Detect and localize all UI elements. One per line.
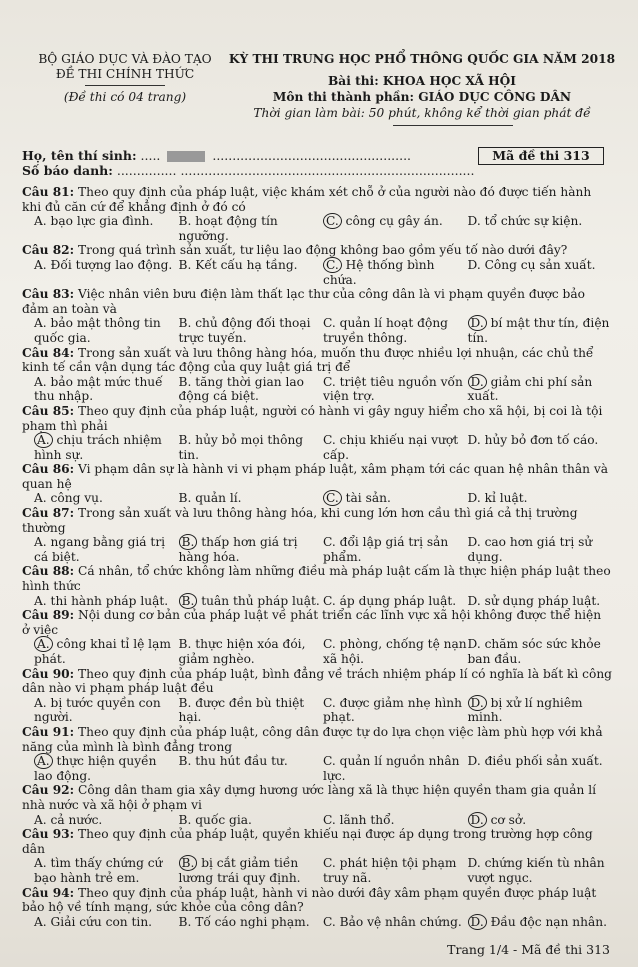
answer-option: [179, 915, 324, 930]
question-number: Câu 81:: [22, 185, 75, 199]
option-letter: D.: [467, 593, 481, 608]
question-text: Vi phạm dân sự là hành vi vi phạm pháp luật, xâm phạm tới các quan hệ nhân thân và quan hệ: [22, 462, 609, 491]
question-stem: [22, 667, 612, 696]
answer-option: [34, 594, 179, 609]
question-text: Theo quy định của pháp luật, bình đẳng về trách nhiệm pháp lí có nghĩa là bất kì công dân nào vi phạm pháp luật đều: [22, 666, 612, 696]
question: [22, 886, 612, 930]
option-row: [22, 433, 612, 462]
option-letter: B.: [178, 914, 192, 929]
option-letter: B.: [178, 374, 192, 389]
question-stem: [22, 404, 612, 433]
option-letter: B.: [178, 214, 192, 229]
answer-option: [468, 258, 613, 287]
question: [22, 564, 612, 608]
option-text: chịu khiếu nại vượt cấp.: [323, 433, 459, 462]
option-text: phòng, chống tệ nạn xã hội.: [323, 637, 467, 666]
option-text: thực hiện xóa đói, giảm nghèo.: [178, 637, 306, 666]
option-text: Hệ thống bình chứa.: [323, 257, 435, 287]
answer-option: [34, 535, 179, 564]
exam-code-box: Mã đề thi 313: [478, 147, 604, 165]
answer-option: [34, 491, 179, 506]
answer-option: [468, 316, 613, 345]
option-text: tuân thủ pháp luật.: [197, 593, 320, 608]
question-stem: [22, 506, 612, 535]
option-letter: C.: [323, 812, 336, 827]
option-text: công cụ gây án.: [341, 214, 443, 229]
option-letter: C.: [323, 914, 336, 929]
option-text: cơ sở.: [486, 812, 527, 827]
answer-option: [179, 375, 324, 404]
answer-option: [468, 535, 613, 564]
question-stem: [22, 462, 612, 491]
option-letter: A.: [34, 593, 47, 608]
option-text: chủ động đối thoại trực tuyến.: [178, 316, 311, 345]
answer-option: [323, 754, 468, 783]
option-letter: B.: [178, 695, 192, 710]
answer-option: [468, 696, 613, 725]
option-letter: D.: [467, 491, 481, 506]
option-letter: C.: [323, 535, 336, 550]
question-text: Theo quy định của pháp luật, việc khám xét chỗ ở của người nào đó được tiến hành khi đủ căn cứ để khẳng định ở đó có: [22, 185, 592, 214]
answer-option: [468, 813, 613, 828]
question-number: Câu 89:: [22, 608, 75, 623]
question-text: Cá nhân, tổ chức không làm những điều mà pháp luật cấm là thực hiện pháp luật theo hình thức: [22, 564, 611, 594]
option-letter: B.: [178, 637, 192, 652]
answer-option: [34, 214, 179, 243]
option-text: thi hành pháp luật.: [46, 593, 169, 608]
option-text: điều phối sản xuất.: [480, 754, 603, 769]
question-number: Câu 91:: [22, 724, 75, 739]
option-row: [22, 696, 612, 725]
option-row: [22, 535, 612, 564]
option-text: hoạt động tín ngưỡng.: [178, 214, 278, 243]
answer-option: [179, 316, 324, 345]
answer-option: [468, 433, 613, 462]
answer-option: [34, 258, 179, 287]
question: [22, 287, 612, 345]
question-text: Theo quy định của pháp luật, quyền khiếu nại được áp dụng trong trường hợp công dân: [22, 827, 593, 856]
questions: [22, 185, 612, 929]
option-text: bí mật thư tín, điện tín.: [467, 316, 610, 345]
option-letter: B.: [179, 593, 198, 609]
option-text: tổ chức sự kiện.: [480, 214, 583, 229]
exam-title: KỲ THI TRUNG HỌC PHỔ THÔNG QUỐC GIA NĂM 2018: [228, 52, 616, 66]
answer-option: [323, 491, 468, 506]
option-text: bảo mật mức thuế thu nhập.: [34, 374, 163, 404]
option-row: [22, 316, 612, 345]
option-letter: D.: [467, 433, 481, 448]
answer-option: [468, 594, 613, 609]
question: [22, 608, 612, 666]
option-letter: A.: [34, 374, 47, 389]
question-stem: [22, 886, 612, 915]
question-number: Câu 92:: [22, 783, 75, 798]
option-letter: D.: [468, 374, 487, 390]
divider: [85, 85, 165, 86]
option-text: Đối tượng lao động.: [46, 257, 173, 272]
answer-option: [179, 258, 324, 287]
answer-option: [468, 754, 613, 783]
option-text: tài sản.: [341, 491, 391, 506]
question: [22, 667, 612, 725]
answer-option: [323, 856, 468, 885]
answer-option: [34, 316, 179, 345]
option-letter: A.: [34, 491, 47, 506]
question-text: Công dân tham gia xây dựng hương ước làng xã là thực hiện quyền tham gia quản lí nhà nước và xã hội ở phạm vi: [22, 783, 597, 812]
option-letter: D.: [467, 535, 481, 550]
option-text: công vụ.: [46, 491, 103, 506]
question: [22, 243, 612, 287]
option-letter: D.: [468, 695, 487, 711]
option-text: phát hiện tội phạm truy nã.: [323, 856, 457, 885]
option-text: triệt tiêu nguồn vốn viện trợ.: [323, 374, 463, 404]
option-letter: D.: [467, 257, 481, 272]
answer-option: [468, 375, 613, 404]
question-stem: [22, 287, 612, 316]
answer-option: [34, 915, 179, 930]
option-text: giảm chi phí sản xuất.: [467, 374, 593, 404]
option-letter: A.: [34, 812, 47, 827]
option-text: được giảm nhẹ hình phạt.: [323, 695, 462, 725]
option-letter: A.: [34, 432, 53, 448]
option-letter: A.: [34, 856, 47, 871]
option-text: thực hiện quyền lao động.: [34, 754, 157, 783]
option-row: [22, 856, 612, 885]
option-text: quản lí.: [191, 491, 242, 506]
option-text: Bảo vệ nhân chứng.: [335, 914, 462, 929]
option-letter: B.: [178, 257, 192, 272]
option-text: chăm sóc sức khỏe ban đầu.: [467, 637, 601, 666]
answer-option: [323, 258, 468, 287]
answer-option: [468, 214, 613, 243]
official-label: ĐỀ THI CHÍNH THỨC: [55, 67, 195, 81]
option-letter: A.: [34, 695, 47, 710]
question: [22, 462, 612, 506]
option-text: ngang bằng giá trị cá biệt.: [34, 535, 166, 564]
option-text: Giải cứu con tin.: [46, 914, 153, 929]
answer-option: [468, 491, 613, 506]
option-text: Tố cáo nghi phạm.: [191, 914, 310, 929]
option-letter: D.: [468, 812, 487, 828]
option-text: bảo mật thông tin quốc gia.: [34, 316, 161, 345]
question: [22, 404, 612, 462]
option-letter: A.: [34, 214, 47, 229]
option-letter: D.: [468, 315, 487, 331]
option-letter: D.: [468, 914, 487, 930]
option-text: cao hơn giá trị sử dụng.: [467, 535, 593, 564]
option-row: [22, 637, 612, 666]
option-row: [22, 258, 612, 287]
option-letter: C.: [323, 637, 336, 652]
answer-option: [323, 594, 468, 609]
answer-option: [468, 637, 613, 666]
option-letter: B.: [179, 534, 198, 550]
question-number: Câu 90:: [22, 666, 75, 681]
option-letter: D.: [467, 754, 481, 769]
subject: Bài thi: KHOA HỌC XÃ HỘI: [328, 74, 516, 88]
ministry-name: BỘ GIÁO DỤC VÀ ĐÀO TẠO: [38, 52, 212, 66]
question-number: Câu 93:: [22, 827, 75, 842]
answer-option: [179, 856, 324, 885]
answer-option: [34, 375, 179, 404]
question-number: Câu 87:: [22, 506, 75, 521]
option-letter: C.: [323, 374, 336, 389]
question-stem: [22, 346, 612, 375]
question-text: Trong quá trình sản xuất, tư liệu lao động không bao gồm yếu tố nào dưới đây?: [74, 243, 568, 258]
option-text: quản lí nguồn nhân lực.: [323, 754, 460, 783]
answer-option: [34, 637, 179, 666]
question: [22, 346, 612, 404]
option-text: kỉ luật.: [480, 491, 528, 506]
option-text: bị tước quyền con người.: [34, 695, 161, 725]
answer-option: [179, 433, 324, 462]
option-text: thấp hơn giá trị hàng hóa.: [178, 535, 298, 564]
option-letter: D.: [467, 637, 481, 652]
option-letter: B.: [178, 754, 192, 769]
answer-option: [179, 535, 324, 564]
option-row: [22, 375, 612, 404]
option-text: quốc gia.: [191, 812, 252, 827]
option-text: bị cắt giảm tiền lương trái quy định.: [178, 856, 301, 885]
question-text: Việc nhân viên bưu điện làm thất lạc thư của công dân là vi phạm quyền được bảo đảm an toàn và: [22, 287, 585, 316]
answer-option: [179, 491, 324, 506]
option-text: quản lí hoạt động truyền thông.: [323, 316, 448, 345]
answer-option: [179, 754, 324, 783]
option-letter: C.: [323, 257, 342, 273]
question-text: Trong sản xuất và lưu thông hàng hóa, khi cung lớn hơn cầu thì giá cả thị trường thường: [22, 506, 578, 535]
question-stem: [22, 608, 612, 637]
option-text: Kết cấu hạ tầng.: [191, 257, 298, 272]
option-letter: D.: [467, 856, 481, 871]
option-row: [22, 594, 612, 609]
option-text: hủy bỏ mọi thông tin.: [178, 433, 304, 462]
option-letter: A.: [34, 636, 53, 652]
answer-option: [179, 637, 324, 666]
question-stem: [22, 827, 612, 856]
page-footer: Trang 1/4 - Mã đề thi 313: [447, 942, 610, 957]
option-letter: A.: [34, 316, 47, 331]
answer-option: [179, 214, 324, 243]
question: [22, 185, 612, 243]
component: Môn thi thành phần: GIÁO DỤC CÔNG DÂN: [272, 90, 572, 104]
option-row: [22, 813, 612, 828]
option-row: [22, 491, 612, 506]
time-limit: Thời gian làm bài: 50 phút, không kể thời gian phát đề: [253, 106, 591, 120]
question-number: Câu 88:: [22, 564, 75, 579]
option-letter: B.: [179, 855, 198, 871]
answer-option: [34, 813, 179, 828]
page-count: (Đề thi có 04 trang): [63, 90, 187, 104]
answer-option: [323, 696, 468, 725]
option-row: [22, 754, 612, 783]
answer-option: [34, 754, 179, 783]
option-text: Công cụ sản xuất.: [480, 257, 596, 272]
option-letter: C.: [323, 490, 342, 506]
option-row: [22, 214, 612, 243]
option-text: tăng thời gian lao động cá biệt.: [178, 374, 304, 404]
option-letter: B.: [178, 316, 192, 331]
option-letter: B.: [178, 812, 192, 827]
option-letter: C.: [323, 695, 336, 710]
answer-option: [323, 375, 468, 404]
answer-option: [468, 915, 613, 930]
answer-option: [34, 856, 179, 885]
option-text: thu hút đầu tư.: [191, 754, 288, 769]
option-text: sử dụng pháp luật.: [480, 593, 601, 608]
answer-option: [34, 433, 179, 462]
question: [22, 506, 612, 564]
option-text: bạo lực gia đình.: [46, 214, 154, 229]
name-label: Họ, tên thí sinh:: [22, 148, 137, 163]
option-text: Đầu độc nạn nhân.: [486, 914, 607, 929]
answer-option: [179, 813, 324, 828]
answer-option: [323, 813, 468, 828]
answer-option: [468, 856, 613, 885]
option-text: đổi lập giá trị sản phẩm.: [323, 535, 449, 564]
answer-option: [323, 535, 468, 564]
option-text: lãnh thổ.: [335, 812, 395, 827]
option-letter: C.: [323, 593, 336, 608]
option-text: được đền bù thiệt hại.: [178, 695, 305, 725]
question-stem: [22, 185, 612, 214]
question-number: Câu 82:: [22, 243, 75, 258]
option-letter: A.: [34, 914, 47, 929]
answer-option: [323, 433, 468, 462]
question-text: Nội dung cơ bản của pháp luật về phát triển các lĩnh vực xã hội không được thể hiện ở việc: [22, 608, 602, 637]
question-number: Câu 84:: [22, 345, 75, 360]
option-text: áp dụng pháp luật.: [335, 593, 457, 608]
option-text: hủy bỏ đơn tố cáo.: [480, 433, 599, 448]
option-letter: D.: [467, 214, 481, 229]
question-stem: [22, 243, 612, 258]
answer-option: [179, 594, 324, 609]
option-letter: C.: [323, 754, 336, 769]
option-text: bị xử lí nghiêm minh.: [467, 695, 583, 725]
question-text: Theo quy định của pháp luật, công dân được tự do lựa chọn việc làm phù hợp với khả năng của mình là bình đẳng trong: [22, 724, 603, 754]
answer-option: [323, 637, 468, 666]
question-text: Theo quy định của pháp luật, người có hành vi gây nguy hiểm cho xã hội, bị coi là tội phạm thì phải: [22, 403, 603, 433]
question: [22, 827, 612, 885]
question: [22, 725, 612, 783]
answer-option: [34, 696, 179, 725]
answer-option: [323, 214, 468, 243]
answer-option: [179, 696, 324, 725]
number-label: Số báo danh:: [22, 163, 113, 178]
option-letter: C.: [323, 433, 336, 448]
question-stem: [22, 725, 612, 754]
question-text: Theo quy định của pháp luật, hành vi nào dưới đây xâm phạm quyền được pháp luật bảo hộ về tính mạng, sức khỏe của công dân?: [22, 885, 597, 915]
answer-option: [323, 316, 468, 345]
option-letter: B.: [178, 433, 192, 448]
answer-option: [323, 915, 468, 930]
option-letter: A.: [34, 535, 47, 550]
option-text: cả nước.: [46, 812, 103, 827]
question-number: Câu 85:: [22, 403, 75, 418]
option-letter: B.: [178, 491, 192, 506]
option-text: chứng kiến tù nhân vượt ngục.: [467, 856, 605, 885]
option-letter: A.: [34, 753, 53, 769]
question-stem: [22, 564, 612, 593]
candidate-info: Họ, tên thí sinh: ..... .................................................. Số báo danh: ............... ..........................................................................: [22, 148, 475, 178]
option-text: chịu trách nhiệm hình sự.: [34, 433, 162, 462]
option-text: công khai tỉ lệ lạm phát.: [34, 637, 171, 666]
question-text: Trong sản xuất và lưu thông hàng hóa, muốn thu được nhiều lợi nhuận, các chủ thể kinh tế cần vận dụng tác động của quy luật giá trị để: [22, 345, 594, 375]
question-stem: [22, 783, 612, 812]
option-letter: C.: [323, 213, 342, 229]
question: [22, 783, 612, 827]
option-letter: C.: [323, 856, 336, 871]
divider: [393, 125, 513, 126]
question-number: Câu 94:: [22, 885, 75, 900]
option-row: [22, 915, 612, 930]
question-number: Câu 86:: [22, 462, 75, 477]
redacted-block: [167, 151, 205, 162]
option-letter: A.: [34, 257, 47, 272]
option-letter: C.: [323, 316, 336, 331]
question-number: Câu 83:: [22, 287, 75, 302]
option-text: tìm thấy chứng cứ bạo hành trẻ em.: [34, 856, 163, 885]
